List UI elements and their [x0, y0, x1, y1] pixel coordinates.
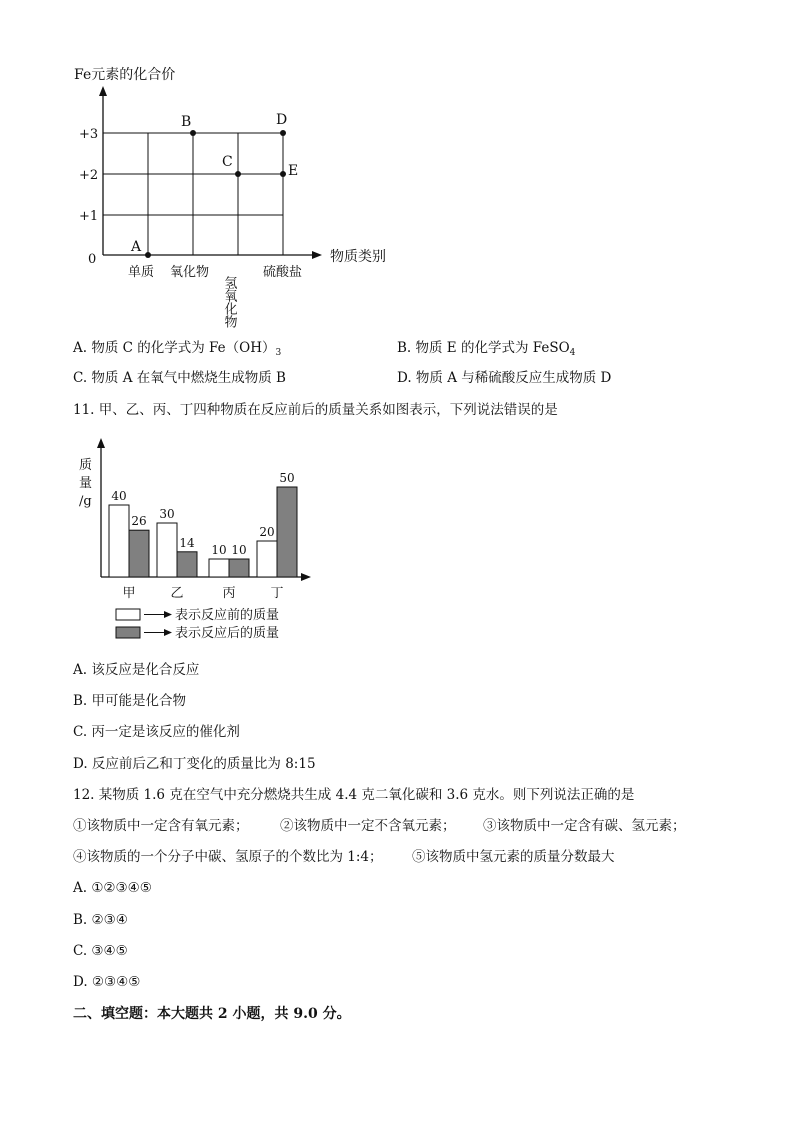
xcat-hydroxide: 氢氧化物 [221, 276, 237, 328]
bar-category-label-1: 乙 [170, 586, 184, 601]
q12-statement-3: ③该物质中一定含有碳、氢元素； [483, 818, 686, 834]
ytick-3: +3 [79, 127, 99, 142]
bar-after-0 [129, 530, 149, 577]
q12-statement-1: ①该物质中一定含有氧元素； [73, 818, 249, 834]
point-b-label: B [181, 114, 192, 130]
q10-option-d[interactable]: D. 物质 A 与稀硫酸反应生成物质 D [397, 370, 612, 386]
legend-before-label: 表示反应前的质量 [175, 608, 280, 623]
q10-option-a[interactable] [73, 339, 281, 362]
q11-stem: 11. 甲、乙、丙、丁四种物质在反应前后的质量关系如图表示，下列说法错误的是 [73, 402, 558, 418]
bar-chart-x-arrow [301, 573, 311, 581]
point-b [190, 130, 196, 136]
bar-chart-y-arrow [97, 438, 105, 448]
section-2-heading: 二、填空题：本大题共 2 小题，共 9.0 分。 [73, 1006, 351, 1022]
ytick-1: +1 [79, 209, 99, 224]
q10-option-b-text: B. 物质 E 的化学式为 FeSO [397, 340, 570, 356]
q11-option-d[interactable]: D. 反应前后乙和丁变化的质量比为 8:15 [73, 756, 316, 772]
bar-value-label-before-1: 30 [159, 507, 175, 521]
q12-option-c[interactable]: C. ③④⑤ [73, 943, 128, 959]
bar-after-2 [229, 559, 249, 577]
q12-option-a[interactable]: A. ①②③④⑤ [73, 880, 152, 896]
bar-before-1 [157, 523, 177, 577]
bar-chart-ylabel-2: 量 [79, 476, 93, 491]
mass-bar-chart [70, 430, 330, 645]
bar-chart-ylabel-3: /g [79, 494, 92, 509]
xcat-oxide: 氧化物 [170, 265, 210, 280]
q11-option-c[interactable]: C. 丙一定是该反应的催化剂 [73, 724, 240, 740]
bar-category-label-2: 丙 [222, 586, 236, 601]
valence-y-arrow [99, 86, 107, 96]
bar-category-label-3: 丁 [270, 586, 284, 601]
point-c-label: C [222, 154, 233, 170]
bar-after-1 [177, 552, 197, 577]
q10-option-c[interactable]: C. 物质 A 在氧气中燃烧生成物质 B [73, 370, 286, 386]
q11-option-b[interactable]: B. 甲可能是化合物 [73, 693, 187, 709]
bar-before-3 [257, 541, 277, 577]
bar-after-3 [277, 487, 297, 577]
q12-stem: 12. 某物质 1.6 克在空气中充分燃烧共生成 4.4 克二氧化碳和 3.6 克水。则下列说法正确的是 [73, 787, 635, 803]
bar-before-2 [209, 559, 229, 577]
q12-option-b[interactable]: B. ②③④ [73, 912, 128, 928]
bar-value-label-before-2: 10 [211, 543, 227, 557]
point-a [145, 252, 151, 258]
valence-chart [0, 55, 420, 340]
valence-x-arrow [312, 251, 322, 259]
q10-option-b[interactable] [397, 339, 575, 362]
q12-statement-2: ②该物质中一定不含氧元素； [280, 818, 456, 834]
bar-category-label-0: 甲 [122, 586, 136, 601]
legend-after-swatch [116, 627, 140, 638]
bar-chart-ylabel-1: 质 [79, 458, 93, 473]
point-e-label: E [288, 163, 299, 179]
q12-statement-5: ⑤该物质中氢元素的质量分数最大 [412, 849, 615, 865]
point-e [280, 171, 286, 177]
point-a-label: A [131, 239, 142, 255]
legend-before-swatch [116, 609, 140, 620]
q10-option-a-text: A. 物质 C 的化学式为 Fe（OH） [73, 340, 276, 356]
q12-statement-4: ④该物质的一个分子中碳、氢原子的个数比为 1:4； [73, 849, 383, 865]
point-d [280, 130, 286, 136]
bar-value-label-after-3: 50 [279, 471, 295, 485]
ytick-2: +2 [79, 168, 99, 183]
bar-value-label-after-0: 26 [131, 514, 147, 529]
valence-chart-ylabel: Fe元素的化合价 [74, 67, 176, 83]
xcat-elemental: 单质 [128, 265, 155, 280]
xcat-sulfate: 硫酸盐 [263, 265, 303, 280]
bar-value-label-after-2: 10 [231, 543, 247, 557]
q11-option-a[interactable]: A. 该反应是化合反应 [73, 662, 200, 678]
valence-grid [103, 133, 283, 255]
bar-value-label-after-1: 14 [179, 535, 195, 550]
valence-chart-xlabel: 物质类别 [330, 249, 386, 265]
bar-before-0 [109, 505, 129, 577]
q10-option-b-sub: 4 [569, 348, 576, 358]
bar-value-label-before-0: 40 [111, 489, 127, 503]
q10-option-a-sub: 3 [275, 348, 282, 358]
point-d-label: D [276, 112, 288, 128]
q12-option-d[interactable]: D. ②③④⑤ [73, 974, 141, 990]
legend-after-label: 表示反应后的质量 [175, 626, 280, 641]
point-c [235, 171, 241, 177]
ytick-0: 0 [88, 252, 97, 267]
bar-value-label-before-3: 20 [259, 525, 275, 539]
